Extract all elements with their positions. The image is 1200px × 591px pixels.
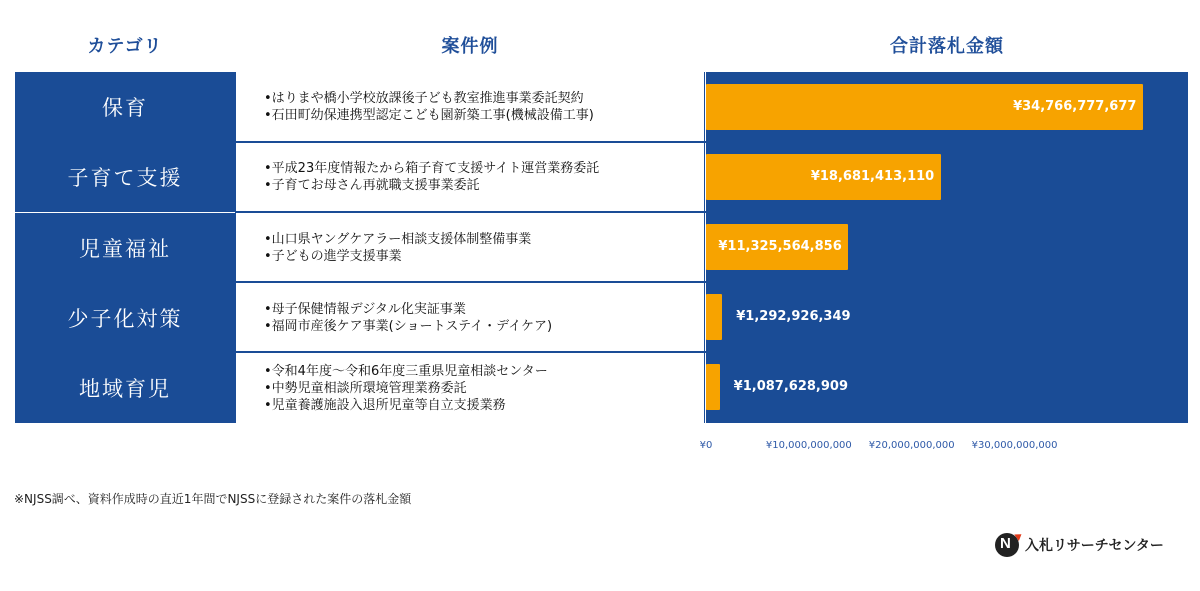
examples-header: 案件例 bbox=[441, 36, 499, 57]
example-item: • 平成23年度情報たから箱子育て支援サイト運営業務委託 bbox=[264, 160, 704, 177]
example-item: • 福岡市産後ケア事業(ショートステイ・デイケア) bbox=[264, 318, 704, 335]
example-item: • 母子保健情報デジタル化実証事業 bbox=[264, 301, 704, 318]
logo-text: 入札リサーチセンター bbox=[1025, 538, 1164, 554]
category-cell: 少子化対策 bbox=[15, 283, 235, 353]
category-cell: 保育 bbox=[15, 72, 235, 142]
category-cell: 児童福祉 bbox=[15, 213, 235, 283]
bar-value-label: ¥1,087,628,909 bbox=[733, 379, 848, 394]
table-row bbox=[15, 72, 1188, 142]
bar-value-label: ¥11,325,564,856 bbox=[718, 239, 842, 254]
example-item: • 児童養護施設入退所児童等自立支援業務 bbox=[264, 397, 704, 414]
amount-header: 合計落札金額 bbox=[890, 36, 1004, 57]
example-item: • 子どもの進学支援事業 bbox=[264, 248, 704, 265]
row-divider bbox=[235, 211, 707, 213]
examples-cell bbox=[235, 213, 705, 283]
example-item: • 令和4年度～令和6年度三重県児童相談センター bbox=[264, 363, 704, 380]
company-logo bbox=[995, 533, 1164, 557]
example-item: • 中勢児童相談所環境管理業務委託 bbox=[264, 380, 704, 397]
row-divider bbox=[235, 351, 707, 353]
bar-value-label: ¥18,681,413,110 bbox=[810, 169, 935, 184]
row-divider bbox=[235, 141, 707, 143]
logo-mark-icon bbox=[995, 533, 1019, 557]
example-item: • 山口県ヤングケアラー相談支援体制整備事業 bbox=[264, 231, 704, 248]
category-header: カテゴリ bbox=[87, 36, 163, 57]
x-tick-label: ¥0 bbox=[699, 440, 713, 451]
table-row bbox=[15, 213, 1188, 283]
table-row bbox=[15, 353, 1188, 423]
table-row bbox=[15, 142, 1188, 212]
x-tick-label: ¥30,000,000,000 bbox=[971, 440, 1058, 451]
x-tick-label: ¥10,000,000,000 bbox=[765, 440, 852, 451]
row-divider bbox=[235, 281, 707, 283]
example-item: • 子育てお母さん再就職支援事業委託 bbox=[264, 177, 704, 194]
category-cell: 地域育児 bbox=[15, 353, 235, 423]
footnote: ※NJSS調べ、資料作成時の直近1年間でNJSSに登録された案件の落札金額 bbox=[14, 492, 412, 506]
examples-cell bbox=[235, 283, 705, 353]
examples-cell bbox=[235, 353, 705, 423]
category-cell: 子育て支援 bbox=[15, 142, 235, 212]
example-item: • 石田町幼保連携型認定こども園新築工事(機械設備工事) bbox=[264, 107, 704, 124]
example-item: • はりまや橋小学校放課後子ども教室推進事業委託契約 bbox=[264, 90, 704, 107]
examples-cell bbox=[235, 142, 705, 212]
bar-value-label: ¥1,292,926,349 bbox=[736, 309, 851, 324]
table-row bbox=[15, 283, 1188, 353]
category-table bbox=[15, 72, 1188, 423]
bar-value-label: ¥34,766,777,677 bbox=[1013, 99, 1137, 114]
x-tick-label: ¥20,000,000,000 bbox=[868, 440, 955, 451]
examples-cell bbox=[235, 72, 705, 142]
